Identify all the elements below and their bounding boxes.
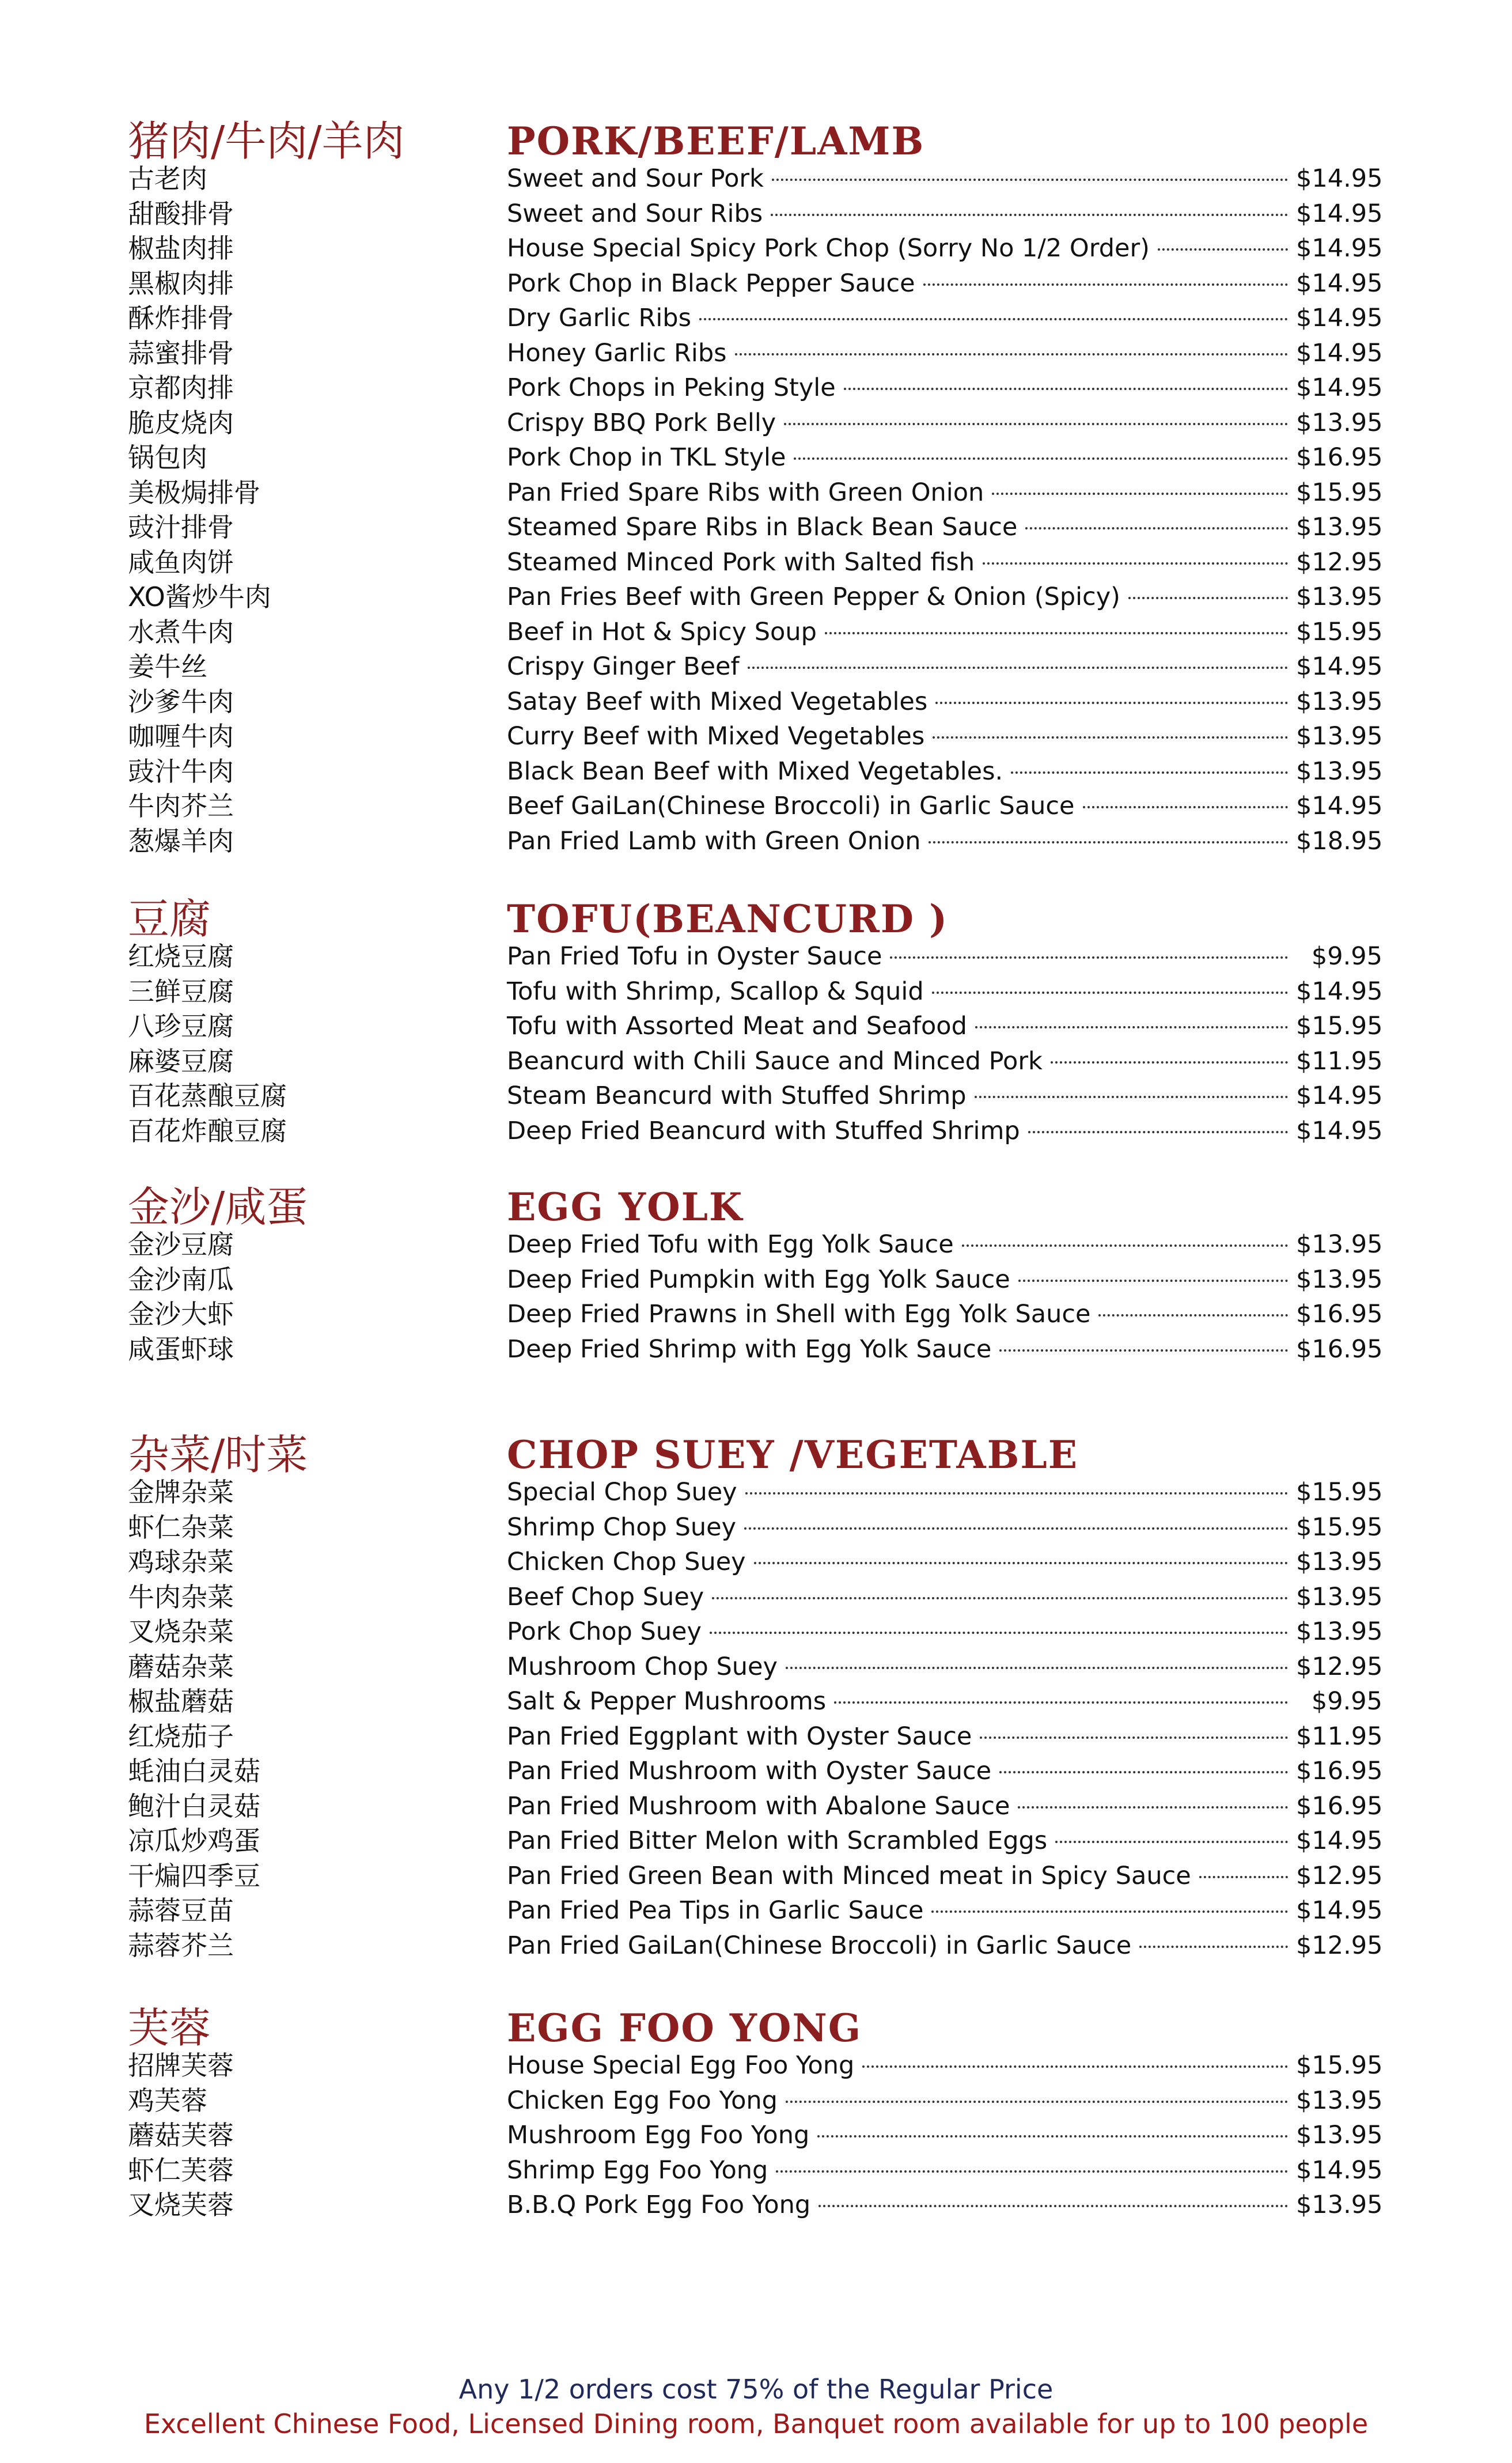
english-item-list — [507, 2048, 1382, 2223]
dish-name-english: Chicken Egg Foo Yong — [507, 2086, 778, 2115]
dish-price: $13.95 — [1296, 408, 1383, 437]
dot-leader — [1025, 527, 1288, 529]
dot-leader — [844, 388, 1288, 390]
menu-item — [507, 406, 1382, 441]
menu-item — [507, 2153, 1382, 2188]
menu-item — [507, 266, 1382, 301]
menu-item — [507, 1859, 1382, 1894]
dish-name-english: Special Chop Suey — [507, 1478, 737, 1507]
dish-price: $15.95 — [1296, 478, 1383, 507]
menu-item — [507, 1510, 1382, 1545]
menu-item — [507, 1262, 1382, 1297]
dish-name-english: Sweet and Sour Ribs — [507, 199, 763, 228]
menu-item — [507, 370, 1382, 406]
dish-price: $13.95 — [1296, 2121, 1383, 2150]
dish-price: $14.95 — [1296, 1826, 1383, 1855]
section-title-english: EGG YOLK — [507, 1185, 744, 1229]
dot-leader — [1199, 1876, 1288, 1878]
dish-price: $11.95 — [1296, 1046, 1383, 1076]
dot-leader — [983, 562, 1288, 565]
dot-leader — [929, 841, 1288, 843]
section-title-english: EGG FOO YONG — [507, 2006, 862, 2050]
dish-price: $14.95 — [1296, 977, 1383, 1006]
dot-leader — [1051, 1061, 1288, 1064]
dot-leader — [1098, 1314, 1288, 1316]
menu-item — [507, 1475, 1382, 1510]
dish-name-chinese: 鸡球杂菜 — [128, 1546, 234, 1577]
dish-name-english: Black Bean Beef with Mixed Vegetables. — [507, 756, 1003, 786]
dish-name-chinese: 金牌杂菜 — [128, 1477, 234, 1508]
dish-price: $14.95 — [1296, 199, 1383, 228]
dish-name-english: Steam Beancurd with Stuffed Shrimp — [507, 1081, 967, 1110]
menu-item — [507, 684, 1382, 720]
dish-price: $15.95 — [1296, 1012, 1383, 1041]
dish-name-chinese: 葱爆羊肉 — [128, 825, 234, 857]
dot-leader — [834, 1701, 1288, 1704]
menu-item — [507, 2188, 1382, 2223]
dish-price: $13.95 — [1296, 1617, 1383, 1646]
dot-leader — [992, 493, 1288, 495]
menu-item — [507, 2118, 1382, 2153]
dish-name-chinese: 金沙大虾 — [128, 1299, 234, 1330]
dot-leader — [748, 667, 1288, 669]
dish-price: $15.95 — [1296, 2051, 1383, 2080]
section-title-english: PORK/BEEF/LAMB — [507, 119, 925, 164]
dish-name-english: Pan Fried Spare Ribs with Green Onion — [507, 478, 984, 507]
menu-item — [507, 1545, 1382, 1580]
dish-price: $12.95 — [1296, 547, 1383, 577]
dot-leader — [932, 992, 1288, 994]
dish-price: $14.95 — [1296, 1116, 1383, 1145]
dot-leader — [1028, 1131, 1288, 1133]
menu-item — [507, 231, 1382, 266]
dish-name-english: Pan Fried GaiLan(Chinese Broccoli) in Garlic Sauce — [507, 1931, 1132, 1960]
dot-leader — [999, 1771, 1288, 1773]
dish-name-english: Steamed Spare Ribs in Black Bean Sauce — [507, 513, 1018, 542]
dish-name-chinese: 锅包肉 — [128, 442, 207, 473]
dish-price: $11.95 — [1296, 1722, 1383, 1751]
dish-name-english: Chicken Chop Suey — [507, 1548, 746, 1576]
dish-name-chinese: 叉烧杂菜 — [128, 1616, 234, 1647]
dish-name-english: Shrimp Chop Suey — [507, 1512, 737, 1542]
dot-leader — [1139, 1946, 1288, 1948]
dot-leader — [825, 632, 1288, 634]
dish-name-english: Deep Fried Pumpkin with Egg Yolk Sauce — [507, 1265, 1010, 1294]
dish-name-english: Honey Garlic Ribs — [507, 338, 727, 368]
menu-item — [507, 1719, 1382, 1754]
menu-item — [507, 824, 1382, 859]
dot-leader — [818, 2205, 1288, 2207]
dish-price: $16.95 — [1296, 1300, 1383, 1329]
dish-name-chinese: 虾仁芙蓉 — [128, 2154, 234, 2186]
dish-price: $13.95 — [1296, 687, 1383, 716]
dish-name-chinese: 百花炸酿豆腐 — [128, 1115, 287, 1147]
dish-price: $13.95 — [1296, 1582, 1383, 1611]
dish-price: $13.95 — [1296, 756, 1383, 786]
menu-item — [507, 1684, 1382, 1719]
dish-name-chinese: 牛肉杂菜 — [128, 1581, 234, 1613]
dot-leader — [980, 1736, 1288, 1739]
dish-name-chinese: 麻婆豆腐 — [128, 1045, 234, 1077]
dish-name-chinese: 水煮牛肉 — [128, 616, 234, 648]
dish-name-chinese: 金沙豆腐 — [128, 1229, 234, 1260]
dish-name-english: Beef GaiLan(Chinese Broccoli) in Garlic Sauce — [507, 792, 1075, 820]
menu-item — [507, 1928, 1382, 1963]
dish-name-chinese: 红烧豆腐 — [128, 941, 234, 972]
menu-item — [507, 1114, 1382, 1149]
dish-name-chinese: 干煸四季豆 — [128, 1860, 260, 1891]
dot-leader — [935, 702, 1288, 704]
menu-item — [507, 1893, 1382, 1928]
dot-leader — [923, 283, 1288, 286]
dish-name-english: House Special Egg Foo Yong — [507, 2051, 855, 2080]
dish-name-english: Curry Beef with Mixed Vegetables — [507, 722, 925, 751]
dish-name-chinese: 凉瓜炒鸡蛋 — [128, 1825, 260, 1856]
dish-name-english: Pan Fried Mushroom with Oyster Sauce — [507, 1757, 992, 1785]
dish-name-english: Pan Fries Beef with Green Pepper & Onion (Spicy) — [507, 582, 1120, 611]
dish-price: $14.95 — [1296, 1081, 1383, 1110]
dot-leader — [712, 1597, 1288, 1599]
dish-name-english: Pork Chop in TKL Style — [507, 443, 786, 472]
dish-name-english: House Special Spicy Pork Chop (Sorry No 1/2 Order) — [507, 234, 1150, 263]
dish-name-chinese: 豉汁牛肉 — [128, 755, 234, 787]
dish-name-chinese: 京都肉排 — [128, 372, 234, 403]
menu-item — [507, 510, 1382, 545]
menu-item — [507, 1044, 1382, 1079]
dish-name-english: Tofu with Shrimp, Scallop & Squid — [507, 977, 924, 1006]
dot-leader — [786, 2101, 1288, 2103]
menu-item — [507, 1823, 1382, 1859]
dish-name-english: Pan Fried Tofu in Oyster Sauce — [507, 942, 882, 971]
dot-leader — [744, 1527, 1288, 1530]
menu-item — [507, 1754, 1382, 1789]
dish-name-chinese: XO酱炒牛肉 — [128, 581, 271, 612]
dish-price: $9.95 — [1311, 942, 1382, 971]
english-item-list — [507, 1227, 1382, 1367]
dot-leader — [699, 318, 1288, 320]
dish-price: $14.95 — [1296, 234, 1383, 263]
dish-name-chinese: 蒜蓉芥兰 — [128, 1929, 234, 1961]
dot-leader — [862, 2065, 1288, 2068]
dish-name-english: Pan Fried Mushroom with Abalone Sauce — [507, 1791, 1010, 1821]
dot-leader — [794, 457, 1288, 460]
dish-price: $14.95 — [1296, 268, 1383, 298]
section-title-chinese: 豆腐 — [128, 895, 211, 943]
dish-name-chinese: 黑椒肉排 — [128, 267, 234, 299]
dish-price: $12.95 — [1296, 1652, 1383, 1681]
dish-price: $14.95 — [1296, 792, 1383, 820]
chinese-item-list — [128, 939, 287, 1148]
dish-name-english: Pan Fried Lamb with Green Onion — [507, 826, 921, 856]
chinese-item-list — [128, 1227, 234, 1367]
dish-price: $16.95 — [1296, 1791, 1383, 1821]
dot-leader — [890, 956, 1288, 959]
menu-item — [507, 475, 1382, 510]
dish-price: $13.95 — [1296, 2190, 1383, 2219]
dish-name-chinese: 蒜蜜排骨 — [128, 337, 234, 369]
menu-item — [507, 580, 1382, 615]
menu-item — [507, 1580, 1382, 1615]
dish-name-chinese: 脆皮烧肉 — [128, 407, 234, 438]
dish-name-english: Beef Chop Suey — [507, 1582, 704, 1611]
english-item-list — [507, 161, 1382, 858]
dot-leader — [931, 1910, 1288, 1913]
dish-name-chinese: 百花蒸酿豆腐 — [128, 1080, 287, 1111]
dish-name-english: Steamed Minced Pork with Salted fish — [507, 547, 975, 577]
dish-name-chinese: 咖喱牛肉 — [128, 721, 234, 752]
section-title-chinese: 芙蓉 — [128, 2004, 211, 2052]
dish-name-chinese: 虾仁杂菜 — [128, 1511, 234, 1543]
menu-item — [507, 301, 1382, 336]
english-item-list — [507, 939, 1382, 1148]
dish-name-chinese: 蚝油白灵菇 — [128, 1755, 260, 1787]
dish-name-english: Deep Fried Tofu with Egg Yolk Sauce — [507, 1230, 954, 1259]
dish-price: $18.95 — [1296, 826, 1383, 856]
dish-name-english: Beef in Hot & Spicy Soup — [507, 617, 817, 646]
dish-name-chinese: 蒜蓉豆苗 — [128, 1895, 234, 1926]
dot-leader — [786, 1667, 1288, 1669]
dish-name-english: Deep Fried Beancurd with Stuffed Shrimp — [507, 1116, 1020, 1145]
dish-name-english: Deep Fried Prawns in Shell with Egg Yolk Sauce — [507, 1300, 1091, 1329]
menu-item — [507, 1079, 1382, 1114]
dish-price: $13.95 — [1296, 1230, 1383, 1259]
dish-price: $16.95 — [1296, 1757, 1383, 1785]
dish-name-english: Crispy Ginger Beef — [507, 652, 740, 681]
dish-name-chinese: 咸蛋虾球 — [128, 1333, 234, 1365]
dish-price: $13.95 — [1296, 582, 1383, 611]
dish-price: $14.95 — [1296, 373, 1383, 402]
dot-leader — [962, 1244, 1288, 1247]
dish-name-english: Satay Beef with Mixed Vegetables — [507, 687, 928, 716]
dish-price: $14.95 — [1296, 304, 1383, 332]
dot-leader — [745, 1492, 1288, 1495]
menu-item — [507, 1332, 1382, 1367]
dish-name-chinese: 美极焗排骨 — [128, 476, 260, 508]
dish-name-english: Crispy BBQ Pork Belly — [507, 408, 776, 437]
menu-item — [507, 649, 1382, 684]
dish-price: $13.95 — [1296, 1548, 1383, 1576]
dish-price: $14.95 — [1296, 2155, 1383, 2185]
dish-name-chinese: 沙爹牛肉 — [128, 686, 234, 717]
dish-name-english: Beancurd with Chili Sauce and Minced Pork — [507, 1046, 1043, 1076]
dish-name-english: Pan Fried Bitter Melon with Scrambled Eggs — [507, 1826, 1048, 1855]
menu-item — [507, 974, 1382, 1009]
dish-name-english: B.B.Q Pork Egg Foo Yong — [507, 2190, 811, 2219]
dish-name-english: Pork Chops in Peking Style — [507, 373, 836, 402]
dish-name-chinese: 咸鱼肉饼 — [128, 546, 234, 578]
dish-name-english: Deep Fried Shrimp with Egg Yolk Sauce — [507, 1334, 992, 1364]
menu-item — [507, 545, 1382, 580]
section-title-english: TOFU(BEANCURD ) — [507, 896, 949, 941]
dish-name-chinese: 牛肉芥兰 — [128, 790, 234, 822]
dot-leader — [710, 1632, 1288, 1634]
menu-item — [507, 1297, 1382, 1332]
dish-name-english: Sweet and Sour Pork — [507, 164, 764, 193]
section-title-chinese: 金沙/咸蛋 — [128, 1183, 308, 1231]
dot-leader — [1018, 1806, 1288, 1809]
dish-price: $14.95 — [1296, 164, 1383, 193]
dot-leader — [784, 423, 1288, 425]
dot-leader — [1018, 1280, 1288, 1282]
dish-name-chinese: 姜牛丝 — [128, 651, 207, 682]
dot-leader — [1011, 771, 1288, 774]
dot-leader — [817, 2135, 1288, 2137]
dish-name-chinese: 蘑菇杂菜 — [128, 1651, 234, 1682]
dish-name-english: Pork Chop in Black Pepper Sauce — [507, 268, 915, 298]
half-order-note: Any 1/2 orders cost 75% of the Regular Price — [458, 2374, 1054, 2405]
menu-item — [507, 161, 1382, 196]
dot-leader — [1055, 1841, 1288, 1843]
dish-price: $13.95 — [1296, 2086, 1383, 2115]
english-item-list — [507, 1475, 1382, 1963]
dish-name-chinese: 红烧茄子 — [128, 1720, 234, 1752]
restaurant-tagline: Excellent Chinese Food, Licensed Dining room, Banquet room available for up to 100 people — [143, 2408, 1369, 2439]
section-title-chinese: 猪肉/牛肉/羊肉 — [128, 117, 405, 165]
dish-price: $14.95 — [1296, 1896, 1383, 1925]
dot-leader — [933, 736, 1288, 739]
dish-name-english: Pan Fried Eggplant with Oyster Sauce — [507, 1722, 972, 1751]
dish-name-chinese: 三鲜豆腐 — [128, 975, 234, 1007]
dish-price: $13.95 — [1296, 1265, 1383, 1294]
dish-price: $13.95 — [1296, 513, 1383, 542]
dish-name-chinese: 椒盐蘑菇 — [128, 1686, 234, 1717]
dish-name-chinese: 古老肉 — [128, 163, 207, 194]
menu-item — [507, 939, 1382, 974]
dish-price: $16.95 — [1296, 443, 1383, 472]
menu-item — [507, 1614, 1382, 1649]
dish-price: $15.95 — [1296, 1512, 1383, 1542]
menu-item — [507, 754, 1382, 789]
dish-name-english: Pan Fried Green Bean with Minced meat in Spicy Sauce — [507, 1861, 1191, 1890]
menu-item — [507, 789, 1382, 824]
dot-leader — [735, 353, 1288, 355]
dish-name-english: Salt & Pepper Mushrooms — [507, 1687, 827, 1716]
dot-leader — [1158, 248, 1288, 251]
dot-leader — [772, 179, 1288, 181]
dish-name-chinese: 金沙南瓜 — [128, 1263, 234, 1295]
dot-leader — [975, 1096, 1288, 1098]
dish-name-chinese: 蘑菇芙蓉 — [128, 2120, 234, 2151]
dot-leader — [975, 1026, 1288, 1028]
dish-price: $15.95 — [1296, 1478, 1383, 1507]
dish-name-english: Dry Garlic Ribs — [507, 304, 691, 332]
menu-item — [507, 1649, 1382, 1685]
dish-price: $14.95 — [1296, 652, 1383, 681]
menu-item — [507, 196, 1382, 232]
dish-price: $14.95 — [1296, 338, 1383, 368]
dot-leader — [1128, 597, 1288, 599]
menu-item — [507, 1227, 1382, 1262]
dish-price: $13.95 — [1296, 722, 1383, 751]
menu-item — [507, 440, 1382, 475]
section-title-chinese: 杂菜/时菜 — [128, 1431, 308, 1479]
menu-item — [507, 2048, 1382, 2083]
dish-price: $12.95 — [1296, 1861, 1383, 1890]
dish-name-chinese: 八珍豆腐 — [128, 1011, 234, 1042]
dish-name-chinese: 豉汁排骨 — [128, 512, 234, 543]
section-title-english: CHOP SUEY /VEGETABLE — [507, 1432, 1079, 1477]
dish-name-chinese: 鸡芙蓉 — [128, 2084, 207, 2116]
dish-name-chinese: 酥炸排骨 — [128, 302, 234, 334]
menu-item — [507, 1009, 1382, 1044]
menu-item — [507, 336, 1382, 371]
menu-item — [507, 615, 1382, 650]
dish-name-english: Mushroom Egg Foo Yong — [507, 2121, 810, 2150]
dot-leader — [771, 214, 1288, 216]
dish-name-english: Shrimp Egg Foo Yong — [507, 2155, 768, 2185]
dish-name-chinese: 叉烧芙蓉 — [128, 2189, 234, 2220]
dish-name-english: Tofu with Assorted Meat and Seafood — [507, 1012, 967, 1041]
dish-name-chinese: 鲍汁白灵菇 — [128, 1790, 260, 1822]
dot-leader — [754, 1562, 1288, 1564]
dish-name-chinese: 椒盐肉排 — [128, 233, 234, 264]
dot-leader — [999, 1349, 1288, 1352]
chinese-item-list — [128, 1475, 260, 1963]
menu-item — [507, 2083, 1382, 2118]
dish-name-english: Pan Fried Pea Tips in Garlic Sauce — [507, 1896, 924, 1925]
dot-leader — [1083, 806, 1288, 808]
dish-price: $15.95 — [1296, 617, 1383, 646]
dish-name-english: Pork Chop Suey — [507, 1617, 702, 1646]
dish-price: $16.95 — [1296, 1334, 1383, 1364]
menu-item — [507, 1789, 1382, 1824]
menu-item — [507, 719, 1382, 754]
dish-name-chinese: 招牌芙蓉 — [128, 2050, 234, 2081]
dot-leader — [776, 2170, 1288, 2173]
dish-name-english: Mushroom Chop Suey — [507, 1652, 778, 1681]
chinese-item-list — [128, 2048, 234, 2223]
dish-price: $9.95 — [1311, 1687, 1382, 1716]
dish-name-chinese: 甜酸排骨 — [128, 198, 234, 229]
chinese-item-list — [128, 161, 271, 858]
dish-price: $12.95 — [1296, 1931, 1383, 1960]
